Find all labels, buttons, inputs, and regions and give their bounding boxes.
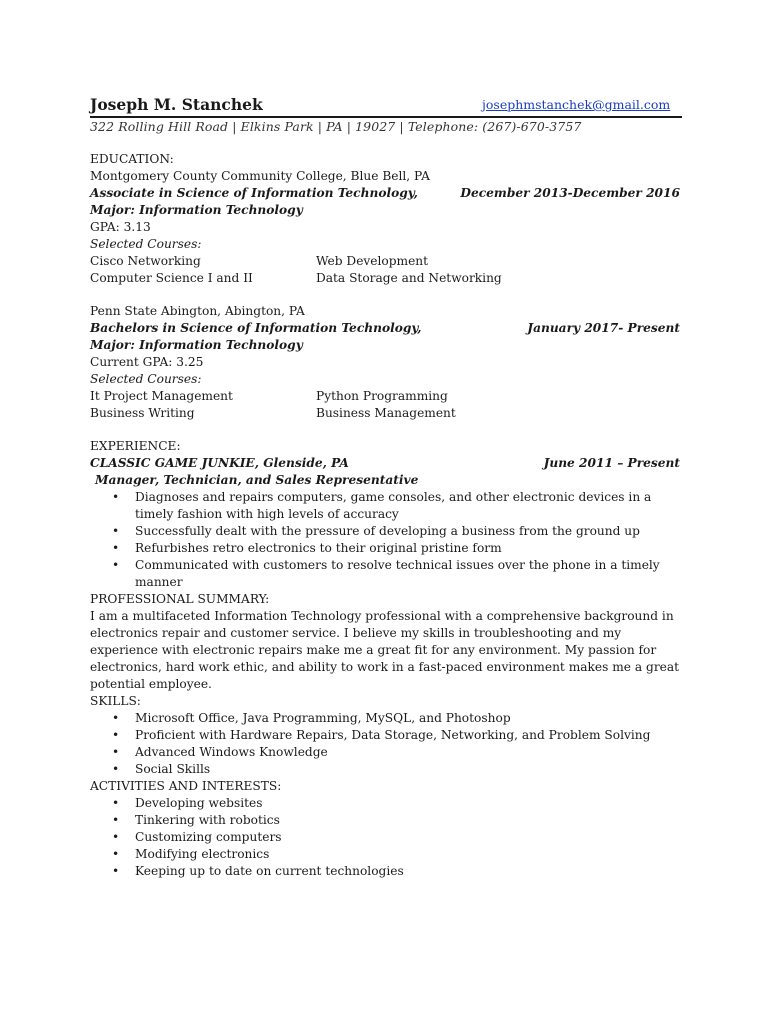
resume-header — [90, 94, 680, 116]
courses-label: Selected Courses: — [90, 372, 202, 386]
employer-name: CLASSIC GAME JUNKIE, Glenside, PA — [90, 456, 349, 470]
list-item: • Developing websites — [112, 796, 263, 810]
email-link[interactable]: josephmstanchek@gmail.com — [482, 97, 671, 112]
bullet-icon: • — [112, 813, 120, 827]
resume-page — [90, 94, 680, 880]
major: Major: Information Technology — [90, 203, 303, 217]
summary-text: I am a multifaceted Information Technology professional with a comprehensive background in electronics repair and customer service. I believe my skills in troubleshooting and my experience with electronic repairs make me a great fit for any environment. My passion for electronics, hard work ethic, and ability to work in a fast-paced environment makes me a great potential employee. — [90, 609, 680, 691]
bullet-icon: • — [112, 745, 120, 759]
list-item: • Diagnoses and repairs computers, game consoles, and other electronic devices in a timely fashion with high levels of accuracy — [112, 490, 652, 521]
courses-label: Selected Courses: — [90, 237, 202, 251]
course: Data Storage and Networking — [316, 271, 502, 285]
list-item: • Successfully dealt with the pressure of developing a business from the ground up — [112, 524, 640, 538]
bullet-icon: • — [112, 762, 120, 776]
bullet-icon: • — [112, 524, 120, 538]
course: Business Management — [316, 406, 456, 420]
school-name: Montgomery County Community College, Blue Bell, PA — [90, 169, 430, 183]
bullet-icon: • — [112, 541, 120, 555]
experience-heading: EXPERIENCE: — [90, 439, 181, 453]
list-item: • Tinkering with robotics — [112, 813, 280, 827]
spacer — [90, 287, 680, 303]
list-item: • Advanced Windows Knowledge — [112, 745, 328, 759]
bullet-icon: • — [112, 728, 120, 742]
degree-line — [90, 320, 680, 337]
degree-dates: December 2013-December 2016 — [460, 186, 680, 200]
course-row — [90, 270, 680, 287]
gpa: GPA: 3.13 — [90, 220, 151, 234]
course: Computer Science I and II — [90, 271, 253, 285]
school-name: Penn State Abington, Abington, PA — [90, 304, 305, 318]
spacer — [90, 422, 680, 438]
job-title: Manager, Technician, and Sales Representative — [95, 473, 419, 487]
summary-heading: PROFESSIONAL SUMMARY: — [90, 592, 270, 606]
major: Major: Information Technology — [90, 338, 303, 352]
bullet-icon: • — [112, 558, 120, 572]
degree-name: Bachelors in Science of Information Technology, — [90, 321, 422, 335]
activities-heading: ACTIVITIES AND INTERESTS: — [90, 779, 282, 793]
course: Business Writing — [90, 406, 195, 420]
experience-bullets — [90, 489, 680, 591]
list-item: • Customizing computers — [112, 830, 282, 844]
list-item: • Refurbishes retro electronics to their original pristine form — [112, 541, 502, 555]
list-item: • Modifying electronics — [112, 847, 270, 861]
skills-heading: SKILLS: — [90, 694, 141, 708]
education-heading: EDUCATION: — [90, 152, 174, 166]
employer-line — [90, 455, 680, 472]
list-item: • Keeping up to date on current technologies — [112, 864, 404, 878]
bullet-icon: • — [112, 830, 120, 844]
applicant-name: Joseph M. Stanchek — [90, 95, 263, 114]
gpa: Current GPA: 3.25 — [90, 355, 204, 369]
skills-list — [90, 710, 680, 778]
bullet-icon: • — [112, 796, 120, 810]
list-item: • Communicated with customers to resolve technical issues over the phone in a timely manner — [112, 558, 660, 589]
spacer — [90, 135, 680, 151]
course-row — [90, 405, 680, 422]
bullet-icon: • — [112, 847, 120, 861]
degree-line — [90, 185, 680, 202]
course-row — [90, 388, 680, 405]
course-row — [90, 253, 680, 270]
list-item: • Microsoft Office, Java Programming, MySQL, and Photoshop — [112, 711, 511, 725]
employment-dates: June 2011 – Present — [543, 456, 680, 470]
bullet-icon: • — [112, 711, 120, 725]
degree-dates: January 2017- Present — [527, 321, 680, 335]
degree-name: Associate in Science of Information Technology, — [90, 186, 418, 200]
bullet-icon: • — [112, 490, 120, 504]
bullet-icon: • — [112, 864, 120, 878]
course: Cisco Networking — [90, 254, 201, 268]
contact-address: 322 Rolling Hill Road | Elkins Park | PA | 19027 | Telephone: (267)-670-3757 — [90, 119, 582, 134]
course: Python Programming — [316, 389, 448, 403]
activities-list — [90, 795, 680, 880]
list-item: • Social Skills — [112, 762, 211, 776]
list-item: • Proficient with Hardware Repairs, Data Storage, Networking, and Problem Solving — [112, 728, 651, 742]
course: It Project Management — [90, 389, 233, 403]
course: Web Development — [316, 254, 429, 268]
